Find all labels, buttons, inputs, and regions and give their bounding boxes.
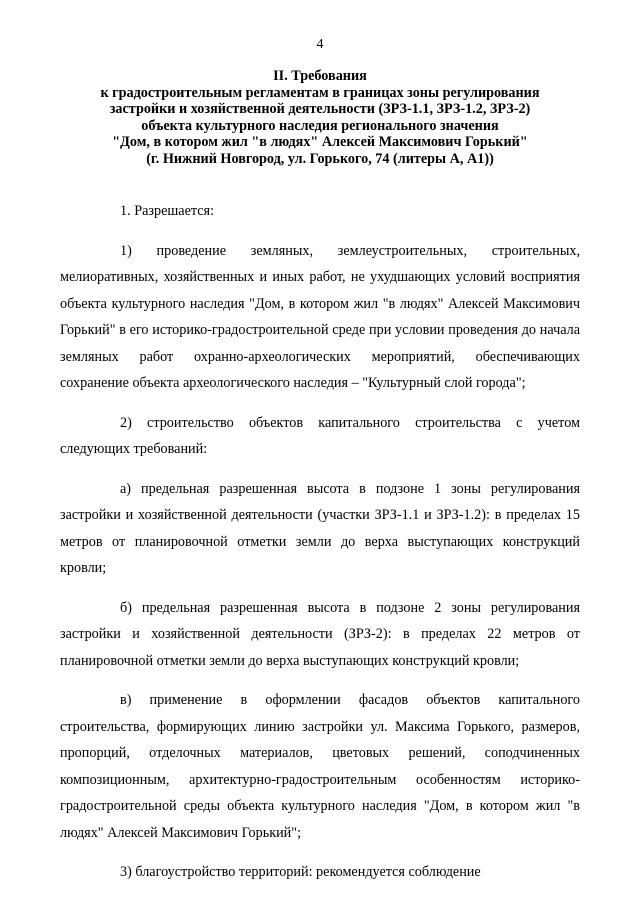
paragraph: 2) строительство объектов капитального строительства с учетом следующих требований:	[60, 414, 580, 457]
heading-line: объекта культурного наследия регионального значения	[141, 117, 499, 134]
document-body	[60, 198, 580, 899]
paragraph: 1. Разрешается:	[120, 203, 215, 219]
paragraph: в) применение в оформлении фасадов объектов капитального строительства, формирующих линию застройки ул. Максима Горького, размеров, пропорций, отделочных материалов, цветовых решений, соподчиненных композиционным, архитектурно-градостроительным особенностям историко-градостроительной среды объекта культурного наследия "Дом, в котором жил "в людях" Алексей Максимович Горький";	[60, 692, 580, 841]
heading-line: к градостроительным регламентам в границах зоны регулирования	[100, 84, 540, 101]
heading-line: (г. Нижний Новгород, ул. Горького, 74 (литеры А, А1))	[146, 150, 494, 167]
paragraph: 3) благоустройство территорий: рекомендуется соблюдение	[120, 864, 481, 880]
heading-line: застройки и хозяйственной деятельности (ЗРЗ-1.1, ЗРЗ-1.2, ЗРЗ-2)	[109, 101, 531, 118]
paragraph: 1) проведение земляных, землеустроительных, строительных, мелиоративных, хозяйственных и иных работ, не ухудшающих условий восприятия объекта культурного наследия "Дом, в котором жил "в людях" Алексей Максимович Горький" в его историко-градостроительной среде при условии проведения до начала земляных работ охранно-археологических мероприятий, обеспечивающих сохранение объекта археологического наследия – "Культурный слой города";	[60, 242, 580, 391]
heading-line: "Дом, в котором жил "в людях" Алексей Максимович Горький"	[112, 134, 528, 151]
page-number: 4	[316, 37, 324, 52]
heading-line: II. Требования	[273, 68, 367, 84]
paragraph: а) предельная разрешенная высота в подзоне 1 зоны регулирования застройки и хозяйственной деятельности (участки ЗРЗ-1.1 и ЗРЗ-1.2): в пределах 15 метров от планировочной отметки земли до верха выступающих конструкций кровли;	[60, 480, 580, 576]
section-heading	[90, 68, 550, 168]
paragraph: б) предельная разрешенная высота в подзоне 2 зоны регулирования застройки и хозяйственной деятельности (ЗРЗ-2): в пределах 22 метров от планировочной отметки земли до верха выступающих конструкций кровли;	[60, 599, 580, 669]
